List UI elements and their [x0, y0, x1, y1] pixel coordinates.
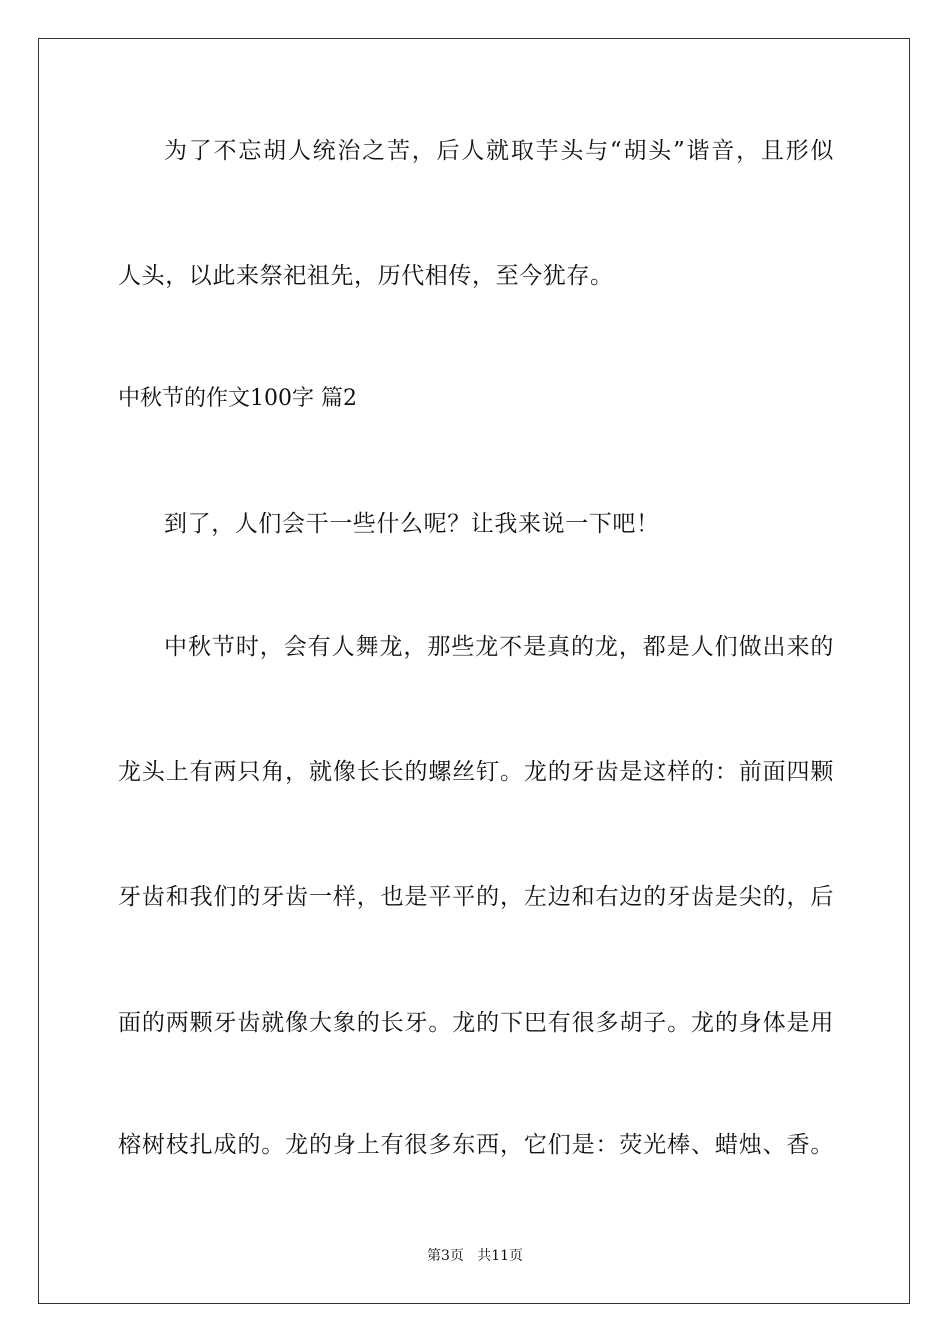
paragraph-1-line-2: 人头，以此来祭祀祖先，历代相传，至今犹存。	[118, 263, 614, 289]
paragraph-3-line-4: 面的两颗牙齿就像大象的长牙。龙的下巴有很多胡子。龙的身体是用	[118, 1010, 834, 1036]
paragraph-3-line-3: 牙齿和我们的牙齿一样，也是平平的，左边和右边的牙齿是尖的，后	[118, 884, 834, 910]
paragraph-3-line-5: 榕树枝扎成的。龙的身上有很多东西，它们是：荧光棒、蜡烛、香。	[118, 1132, 834, 1158]
paragraph-3-line-1: 中秋节时，会有人舞龙，那些龙不是真的龙，都是人们做出来的	[164, 634, 834, 660]
page-border	[38, 38, 910, 1304]
paragraph-2-line-1: 到了，人们会干一些什么呢？让我来说一下吧！	[164, 511, 660, 537]
paragraph-3-line-2: 龙头上有两只角，就像长长的螺丝钉。龙的牙齿是这样的：前面四颗	[118, 759, 834, 785]
section-heading: 中秋节的作文100字 篇2	[118, 386, 357, 411]
page-number: 第3页 共11页	[426, 1248, 524, 1264]
paragraph-1-line-1: 为了不忘胡人统治之苦，后人就取芋头与“胡头”谐音，且形似	[164, 138, 834, 164]
